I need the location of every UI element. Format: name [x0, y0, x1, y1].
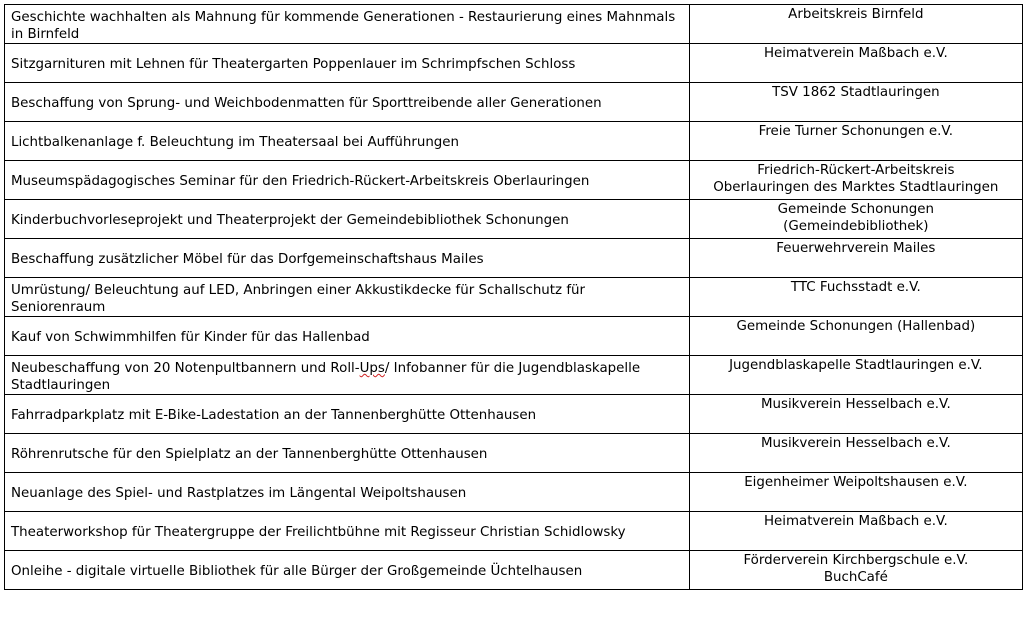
organization-line: Friedrich-Rückert-Arbeitskreis [757, 163, 955, 178]
table-row [5, 434, 1023, 473]
organization-cell: Freie Turner Schonungen e.V. [689, 122, 1022, 161]
organization-line: Förderverein Kirchbergschule e.V. [743, 553, 969, 568]
project-cell: Beschaffung zusätzlicher Möbel für das Dorfgemeinschaftshaus Mailes [5, 239, 690, 278]
table-row [5, 551, 1023, 590]
project-cell: Geschichte wachhalten als Mahnung für kommende Generationen - Restaurierung eines Mahnmals in Birnfeld [5, 5, 690, 44]
project-cell: Kinderbuchvorleseprojekt und Theaterprojekt der Gemeindebibliothek Schonungen [5, 200, 690, 239]
project-cell [5, 356, 690, 395]
organization-cell [689, 200, 1022, 239]
organization-cell [689, 551, 1022, 590]
table-row [5, 473, 1023, 512]
table-row [5, 44, 1023, 83]
project-cell: Beschaffung von Sprung- und Weichbodenmatten für Sporttreibende aller Generationen [5, 83, 690, 122]
organization-cell: Heimatverein Maßbach e.V. [689, 44, 1022, 83]
table-row [5, 395, 1023, 434]
organization-cell [689, 161, 1022, 200]
project-cell: Theaterworkshop für Theatergruppe der Freilichtbühne mit Regisseur Christian Schidlowsky [5, 512, 690, 551]
project-cell: Sitzgarnituren mit Lehnen für Theatergarten Poppenlauer im Schrimpfschen Schloss [5, 44, 690, 83]
organization-line: BuchCafé [823, 570, 888, 585]
organization-cell: Heimatverein Maßbach e.V. [689, 512, 1022, 551]
table-row [5, 239, 1023, 278]
project-text: / Infobanner für die Jugendblaskapelle Stadtlauringen [11, 361, 641, 393]
organization-cell: Gemeinde Schonungen (Hallenbad) [689, 317, 1022, 356]
spellcheck-marked-word: Ups [359, 361, 385, 376]
organization-cell: Musikverein Hesselbach e.V. [689, 434, 1022, 473]
project-cell: Röhrenrutsche für den Spielplatz an der Tannenberghütte Ottenhausen [5, 434, 690, 473]
table-row [5, 200, 1023, 239]
organization-cell: Feuerwehrverein Mailes [689, 239, 1022, 278]
table-row [5, 5, 1023, 44]
organization-cell: Musikverein Hesselbach e.V. [689, 395, 1022, 434]
organization-line: Oberlauringen des Marktes Stadtlauringen [713, 180, 999, 195]
project-cell: Kauf von Schwimmhilfen für Kinder für das Hallenbad [5, 317, 690, 356]
project-cell: Fahrradparkplatz mit E-Bike-Ladestation an der Tannenberghütte Ottenhausen [5, 395, 690, 434]
table-row [5, 278, 1023, 317]
project-cell: Lichtbalkenanlage f. Beleuchtung im Theatersaal bei Aufführungen [5, 122, 690, 161]
organization-line: Gemeinde Schonungen [777, 202, 934, 217]
project-cell: Museumspädagogisches Seminar für den Friedrich-Rückert-Arbeitskreis Oberlauringen [5, 161, 690, 200]
organization-cell: Jugendblaskapelle Stadtlauringen e.V. [689, 356, 1022, 395]
funding-table [4, 4, 1023, 590]
project-cell: Neuanlage des Spiel- und Rastplatzes im Längental Weipoltshausen [5, 473, 690, 512]
table-row [5, 122, 1023, 161]
organization-cell: TSV 1862 Stadtlauringen [689, 83, 1022, 122]
table-row [5, 83, 1023, 122]
project-text: Neubeschaffung von 20 Notenpultbannern und Roll- [11, 361, 360, 376]
table-row [5, 512, 1023, 551]
organization-line: (Gemeindebibliothek) [783, 219, 929, 234]
table-row [5, 161, 1023, 200]
organization-cell: Arbeitskreis Birnfeld [689, 5, 1022, 44]
organization-cell: Eigenheimer Weipoltshausen e.V. [689, 473, 1022, 512]
project-cell: Onleihe - digitale virtuelle Bibliothek für alle Bürger der Großgemeinde Üchtelhausen [5, 551, 690, 590]
project-cell: Umrüstung/ Beleuchtung auf LED, Anbringen einer Akkustikdecke für Schallschutz für Seniorenraum [5, 278, 690, 317]
organization-cell: TTC Fuchsstadt e.V. [689, 278, 1022, 317]
table-row [5, 317, 1023, 356]
table-row [5, 356, 1023, 395]
